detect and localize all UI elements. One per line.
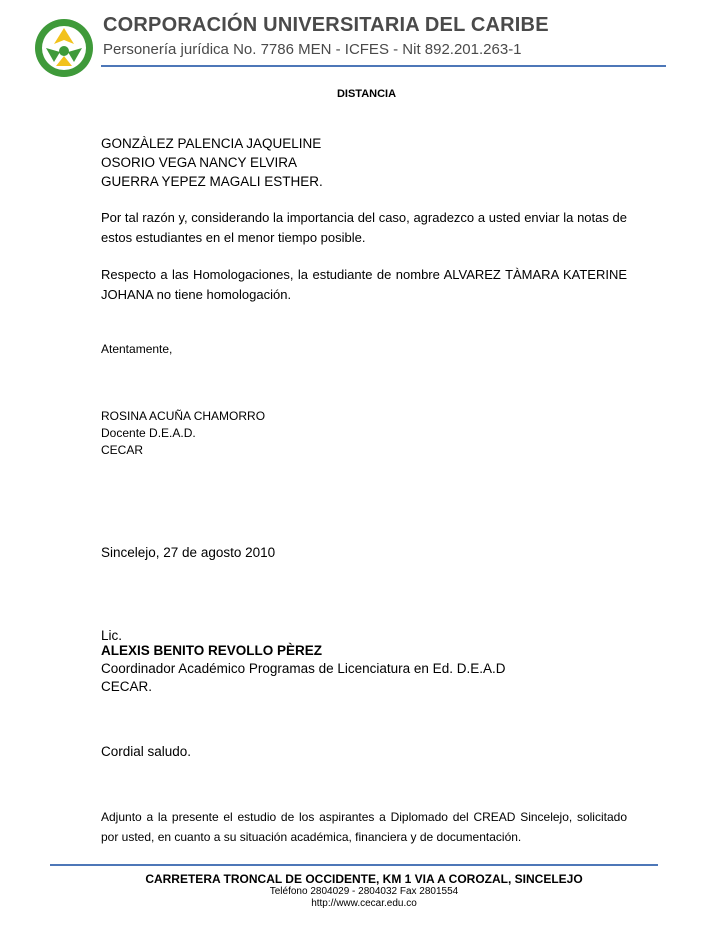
signatory-role: Docente D.E.A.D. — [101, 426, 196, 440]
footer-phones: Teléfono 2804029 - 2804032 Fax 2801554 — [269, 886, 459, 897]
student-name: OSORIO VEGA NANCY ELVIRA — [101, 155, 298, 170]
organization-name: CORPORACIÓN UNIVERSITARIA DEL CARIBE — [103, 14, 549, 36]
cecar-logo — [34, 18, 94, 78]
student-name: GONZÀLEZ PALENCIA JAQUELINE — [101, 136, 322, 151]
student-name: GUERRA YEPEZ MAGALI ESTHER. — [101, 174, 323, 189]
signatory-organization: CECAR — [101, 443, 144, 457]
closing-text: Atentamente, — [101, 342, 173, 356]
recipient-name: ALEXIS BENITO REVOLLO PÈREZ — [101, 643, 323, 658]
footer-website[interactable]: http://www.cecar.edu.co — [311, 898, 417, 909]
footer-address: CARRETERA TRONCAL DE OCCIDENTE, KM 1 VIA A COROZAL, SINCELEJO — [145, 872, 583, 886]
homologation-paragraph: Respecto a las Homologaciones, la estudiante de nombre ALVAREZ TÀMARA KATERINE JOHANA no tiene homologación. — [101, 267, 627, 302]
request-paragraph: Por tal razón y, considerando la importancia del caso, agradezco a usted enviar la notas de estos estudiantes en el menor tiempo posible. — [101, 210, 627, 245]
organization-legal-info: Personería jurídica No. 7786 MEN - ICFES - Nit 892.201.263-1 — [103, 41, 522, 58]
footer-divider — [50, 864, 658, 866]
greeting: Cordial saludo. — [101, 744, 192, 759]
recipient-organization: CECAR. — [101, 679, 153, 694]
section-title: DISTANCIA — [336, 88, 397, 100]
signatory-name: ROSINA ACUÑA CHAMORRO — [101, 409, 266, 423]
header-divider — [101, 65, 666, 67]
intro-paragraph: Adjunto a la presente el estudio de los aspirantes a Diplomado del CREAD Sincelejo, solicitado por usted, en cuanto a su situación académica, financiera y de documentación. — [101, 810, 627, 844]
recipient-position: Coordinador Académico Programas de Licenciatura en Ed. D.E.A.D — [101, 661, 506, 676]
date-line: Sincelejo, 27 de agosto 2010 — [101, 545, 276, 560]
recipient-title: Lic. — [101, 628, 123, 643]
